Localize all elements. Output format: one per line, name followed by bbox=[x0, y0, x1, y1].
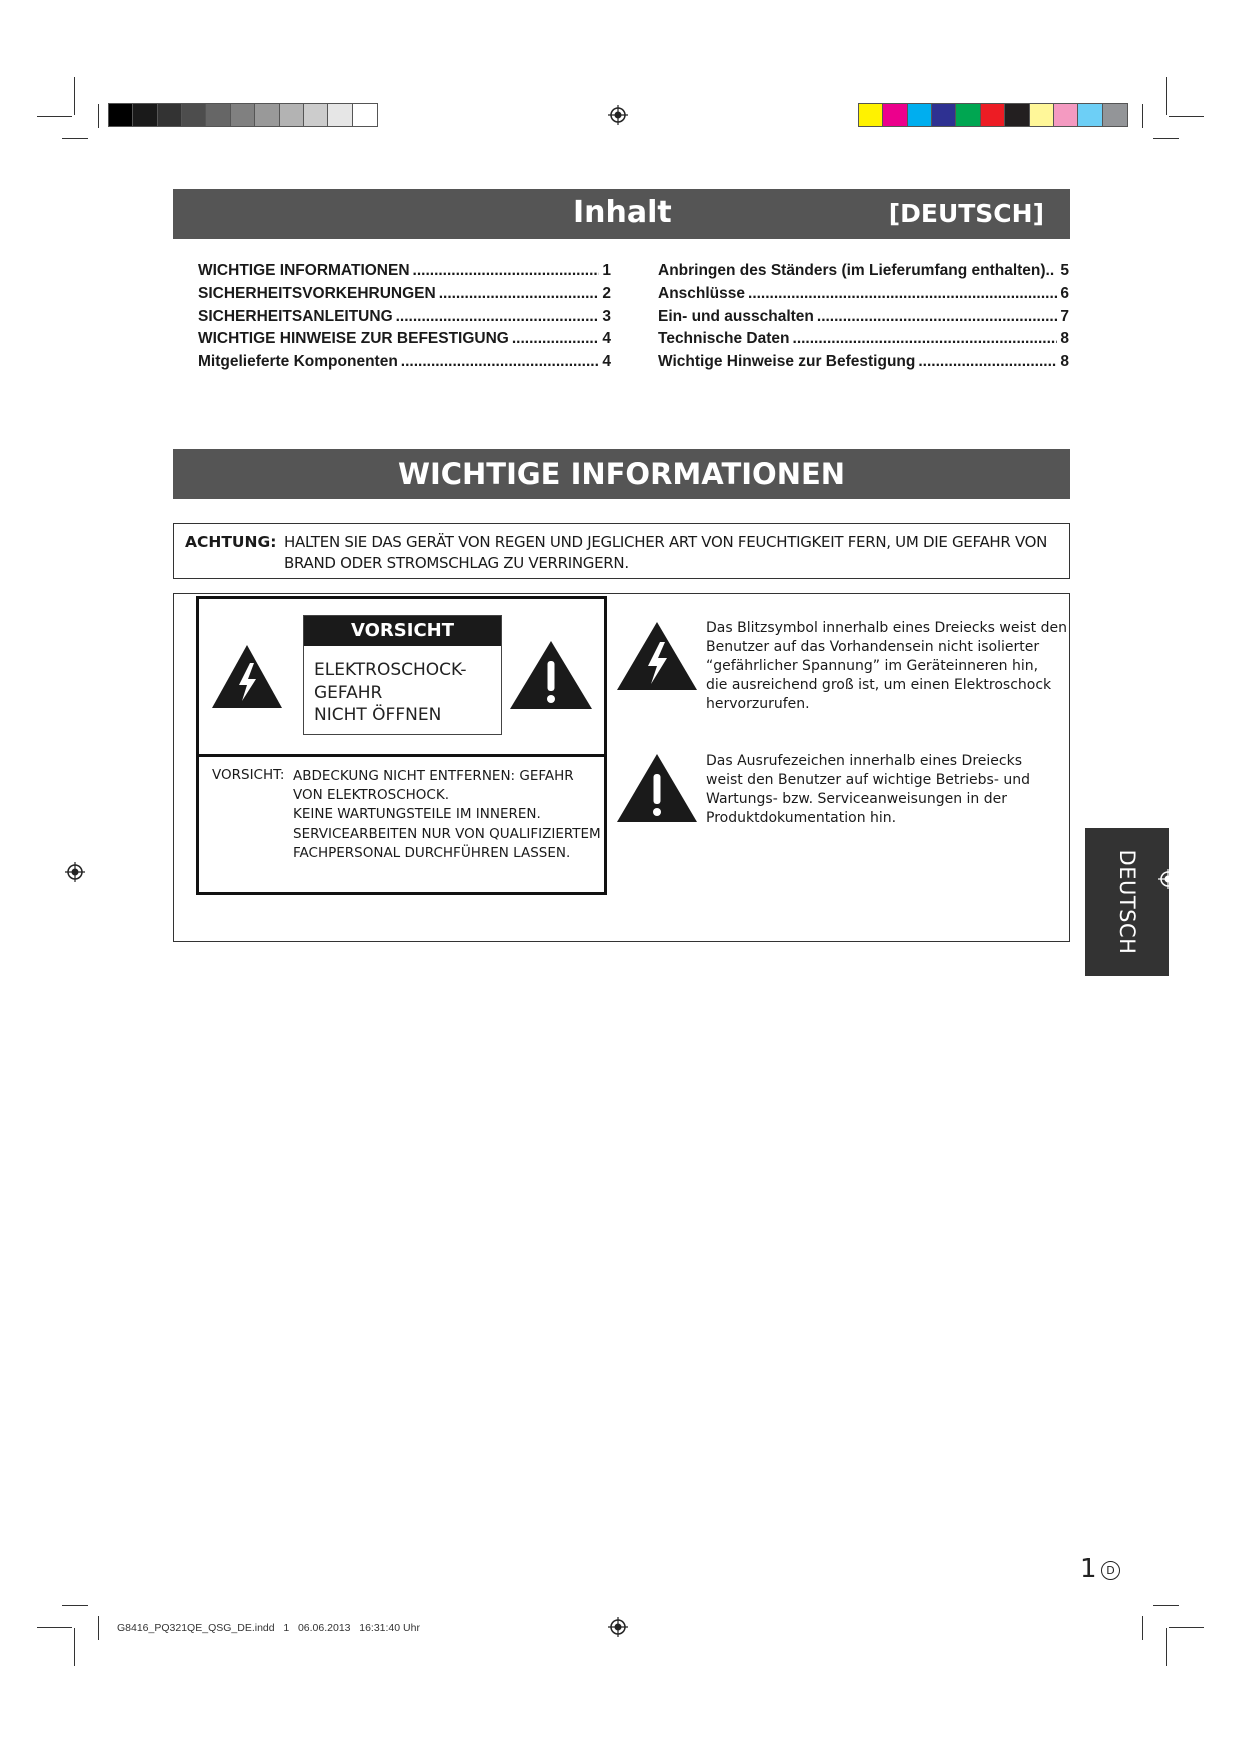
toc-entry[interactable]: WICHTIGE HINWEISE ZUR BEFESTIGUNG ..... 4 bbox=[198, 330, 611, 353]
color-swatch bbox=[1030, 104, 1054, 126]
toc-entry[interactable]: SICHERHEITSVORKEHRUNGEN ..... 2 bbox=[198, 285, 611, 308]
color-swatch bbox=[932, 104, 956, 126]
registration-mark-left-icon bbox=[65, 862, 85, 882]
caution-note-line: SERVICEARBEITEN NUR VON QUALIFIZIERTEM bbox=[293, 825, 601, 842]
language-side-tab-label: DEUTSCH bbox=[1115, 849, 1139, 955]
toc-title: Inhalt bbox=[573, 195, 672, 230]
caution-note-line: VON ELEKTROSCHOCK. bbox=[293, 787, 449, 804]
caution-line-2: GEFAHR bbox=[314, 682, 383, 703]
color-swatch bbox=[255, 104, 279, 126]
toc-left-column bbox=[198, 262, 611, 376]
color-swatch bbox=[328, 104, 352, 126]
lightning-description: Das Blitzsymbol innerhalb eines Dreiecks weist den Benutzer auf das Vorhandensein nicht isolierter “gefährlicher Spannung” im Geräteinneren hin, die ausreichend groß ist, um einen Elektroschock hervorzurufen. bbox=[706, 620, 1067, 712]
page-number: 1 bbox=[1080, 1554, 1097, 1584]
toc-entry[interactable]: SICHERHEITSANLEITUNG ..... 3 bbox=[198, 308, 611, 331]
color-swatch bbox=[908, 104, 932, 126]
color-swatch bbox=[109, 104, 133, 126]
color-swatch bbox=[158, 104, 182, 126]
color-swatch bbox=[133, 104, 157, 126]
gray-calibration-bar bbox=[108, 103, 378, 127]
color-swatch bbox=[859, 104, 883, 126]
vorsicht-box bbox=[303, 615, 502, 735]
caution-label bbox=[196, 596, 607, 895]
caution-note-line: KEINE WARTUNGSTEILE IM INNEREN. bbox=[293, 806, 541, 823]
section-title: WICHTIGE INFORMATIONEN bbox=[397, 457, 846, 491]
caution-note-line: ABDECKUNG NICHT ENTFERNEN: GEFAHR bbox=[293, 768, 574, 784]
color-swatch bbox=[304, 104, 328, 126]
caution-note-label: VORSICHT: bbox=[212, 767, 285, 783]
toc-entry[interactable]: Technische Daten ..... 8 bbox=[658, 330, 1069, 353]
color-calibration-bar bbox=[858, 103, 1128, 127]
warning-label: ACHTUNG: bbox=[185, 533, 277, 551]
toc-right-column bbox=[658, 262, 1069, 376]
toc-entry[interactable]: Ein- und ausschalten ..... 7 bbox=[658, 308, 1069, 331]
warning-line-2: BRAND ODER STROMSCHLAG ZU VERRINGERN. bbox=[284, 554, 629, 572]
color-swatch bbox=[883, 104, 907, 126]
warning-box bbox=[173, 523, 1070, 579]
caution-line-3: NICHT ÖFFNEN bbox=[314, 705, 442, 725]
color-swatch bbox=[1103, 104, 1127, 126]
registration-mark-right-icon bbox=[1158, 869, 1178, 889]
toc-entry[interactable]: Anschlüsse ..... 6 bbox=[658, 285, 1069, 308]
color-swatch bbox=[956, 104, 980, 126]
lightning-warning-icon bbox=[210, 643, 284, 710]
exclamation-symbol-icon bbox=[615, 752, 699, 824]
caution-note-line: FACHPERSONAL DURCHFÜHREN LASSEN. bbox=[293, 844, 571, 861]
toc-entry[interactable]: Wichtige Hinweise zur Befestigung ..... 8 bbox=[658, 353, 1069, 376]
warning-line-1: HALTEN SIE DAS GERÄT VON REGEN UND JEGLICHER ART VON FEUCHTIGKEIT FERN, UM DIE GEFAHR VON bbox=[284, 533, 1048, 551]
toc-entry[interactable]: Mitgelieferte Komponenten ..... 4 bbox=[198, 353, 611, 376]
color-swatch bbox=[280, 104, 304, 126]
color-swatch bbox=[1078, 104, 1102, 126]
toc-entry[interactable]: WICHTIGE INFORMATIONEN ..... 1 bbox=[198, 262, 611, 285]
section-header bbox=[173, 449, 1070, 499]
exclamation-description: Das Ausrufezeichen innerhalb eines Dreiecks weist den Benutzer auf wichtige Betriebs- und Wartungs- bzw. Serviceanweisungen in der Produktdokumentation hin. bbox=[706, 753, 1030, 826]
registration-mark-top-icon bbox=[608, 105, 628, 125]
caution-line-1: ELEKTROSCHOCK- bbox=[314, 660, 467, 680]
color-swatch bbox=[353, 104, 377, 126]
exclamation-warning-icon bbox=[508, 639, 594, 711]
color-swatch bbox=[182, 104, 206, 126]
vorsicht-header: VORSICHT bbox=[304, 616, 501, 646]
color-swatch bbox=[231, 104, 255, 126]
lightning-symbol-icon bbox=[615, 620, 699, 692]
footer-slug: G8416_PQ321QE_QSG_DE.indd 1 06.06.2013 16:31:40 Uhr bbox=[117, 1622, 420, 1634]
toc-entry[interactable]: Anbringen des Ständers (im Lieferumfang enthalten).. 5 bbox=[658, 262, 1069, 279]
page-suffix-icon: D bbox=[1101, 1561, 1120, 1580]
registration-mark-bottom-icon bbox=[608, 1617, 628, 1637]
color-swatch bbox=[1005, 104, 1029, 126]
color-swatch bbox=[981, 104, 1005, 126]
color-swatch bbox=[206, 104, 230, 126]
toc-header bbox=[173, 189, 1070, 239]
language-label: [DEUTSCH] bbox=[888, 199, 1044, 228]
color-swatch bbox=[1054, 104, 1078, 126]
